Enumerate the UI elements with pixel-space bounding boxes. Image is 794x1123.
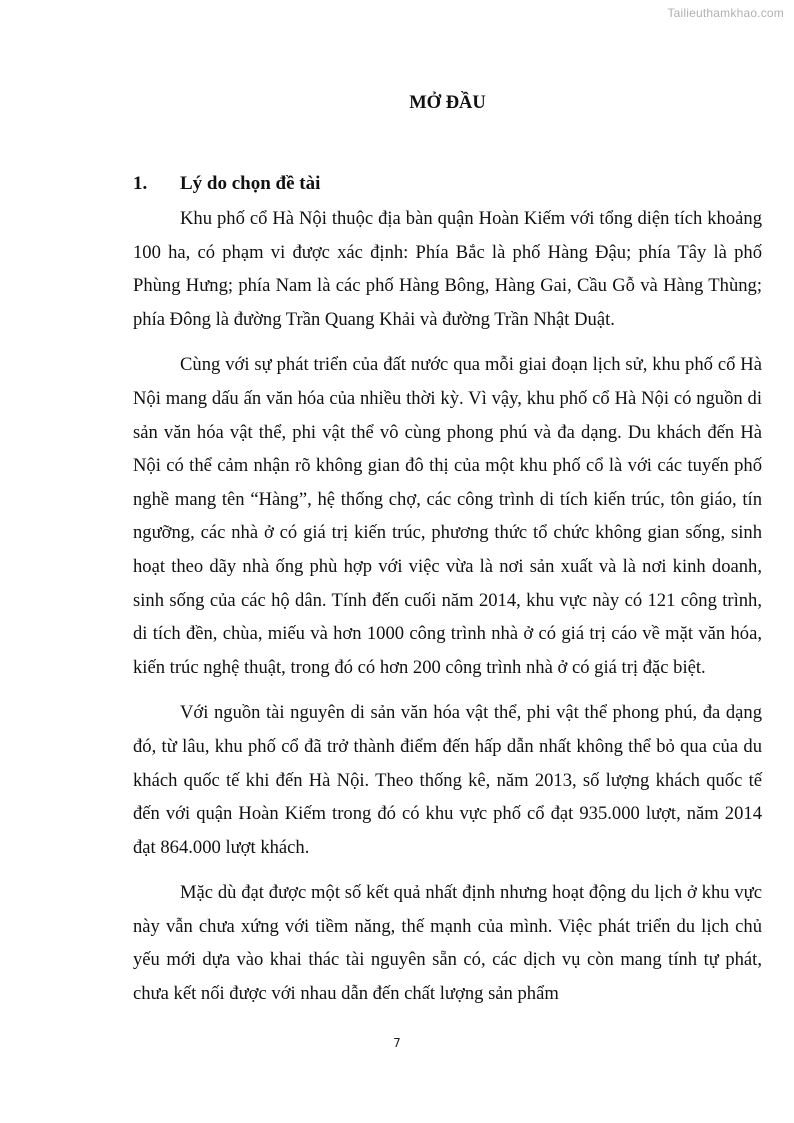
page-number: 7 bbox=[393, 1036, 401, 1050]
section-title: Lý do chọn đề tài bbox=[180, 173, 321, 194]
paragraph-2: Cùng với sự phát triển của đất nước qua mỗi giai đoạn lịch sử, khu phố cổ Hà Nội mang dấu ấn văn hóa của nhiều thời kỳ. Vì vậy, khu phố cổ Hà Nội có nguồn di sản văn hóa vật thể, phi vật thể vô cùng phong phú và đa dạng. Du khách đến Hà Nội có thể cảm nhận rõ không gian đô thị của một khu phố cổ là với các tuyến phố nghề mang tên “Hàng”, hệ thống chợ, các công trình di tích kiến trúc, tôn giáo, tín ngưỡng, các nhà ở có giá trị kiến trúc, phương thức tổ chức không gian sống, sinh hoạt theo dãy nhà ống phù hợp với việc vừa là nơi sản xuất và là nơi kinh doanh, sinh sống của các hộ dân. Tính đến cuối năm 2014, khu vực này có 121 công trình, di tích đền, chùa, miếu và hơn 1000 công trình nhà ở có giá trị cáo về mặt văn hóa, kiến trúc nghệ thuật, trong đó có hơn 200 công trình nhà ở có giá trị đặc biệt. bbox=[133, 354, 762, 678]
document-page bbox=[133, 88, 762, 1011]
document-title: MỞ ĐẦU bbox=[409, 93, 486, 113]
section-heading bbox=[133, 167, 762, 201]
paragraph-1: Khu phố cổ Hà Nội thuộc địa bàn quận Hoàn Kiếm với tổng diện tích khoảng 100 ha, có phạm vi được xác định: Phía Bắc là phố Hàng Đậu; phía Tây là phố Phùng Hưng; phía Nam là các phố Hàng Bông, Hàng Gai, Cầu Gỗ và Hàng Thùng; phía Đông là đường Trần Quang Khải và đường Trần Nhật Duật. bbox=[133, 208, 762, 330]
paragraph-3: Với nguồn tài nguyên di sản văn hóa vật thể, phi vật thể phong phú, đa dạng đó, từ lâu, khu phố cổ đã trở thành điểm đến hấp dẫn nhất không thể bỏ qua của du khách quốc tế khi đến Hà Nội. Theo thống kê, năm 2013, số lượng khách quốc tế đến với quận Hoàn Kiếm trong đó có khu vực phố cổ đạt 935.000 lượt, năm 2014 đạt 864.000 lượt khách. bbox=[133, 702, 762, 858]
watermark: Tailieuthamkhao.com bbox=[667, 6, 784, 20]
section-number: 1. bbox=[133, 173, 148, 194]
paragraph-4: Mặc dù đạt được một số kết quả nhất định nhưng hoạt động du lịch ở khu vực này vẫn chưa xứng với tiềm năng, thế mạnh của mình. Việc phát triển du lịch chủ yếu mới dựa vào khai thác tài nguyên sẵn có, các dịch vụ còn mang tính tự phát, chưa kết nối được với nhau dẫn đến chất lượng sản phẩm bbox=[133, 882, 762, 1005]
